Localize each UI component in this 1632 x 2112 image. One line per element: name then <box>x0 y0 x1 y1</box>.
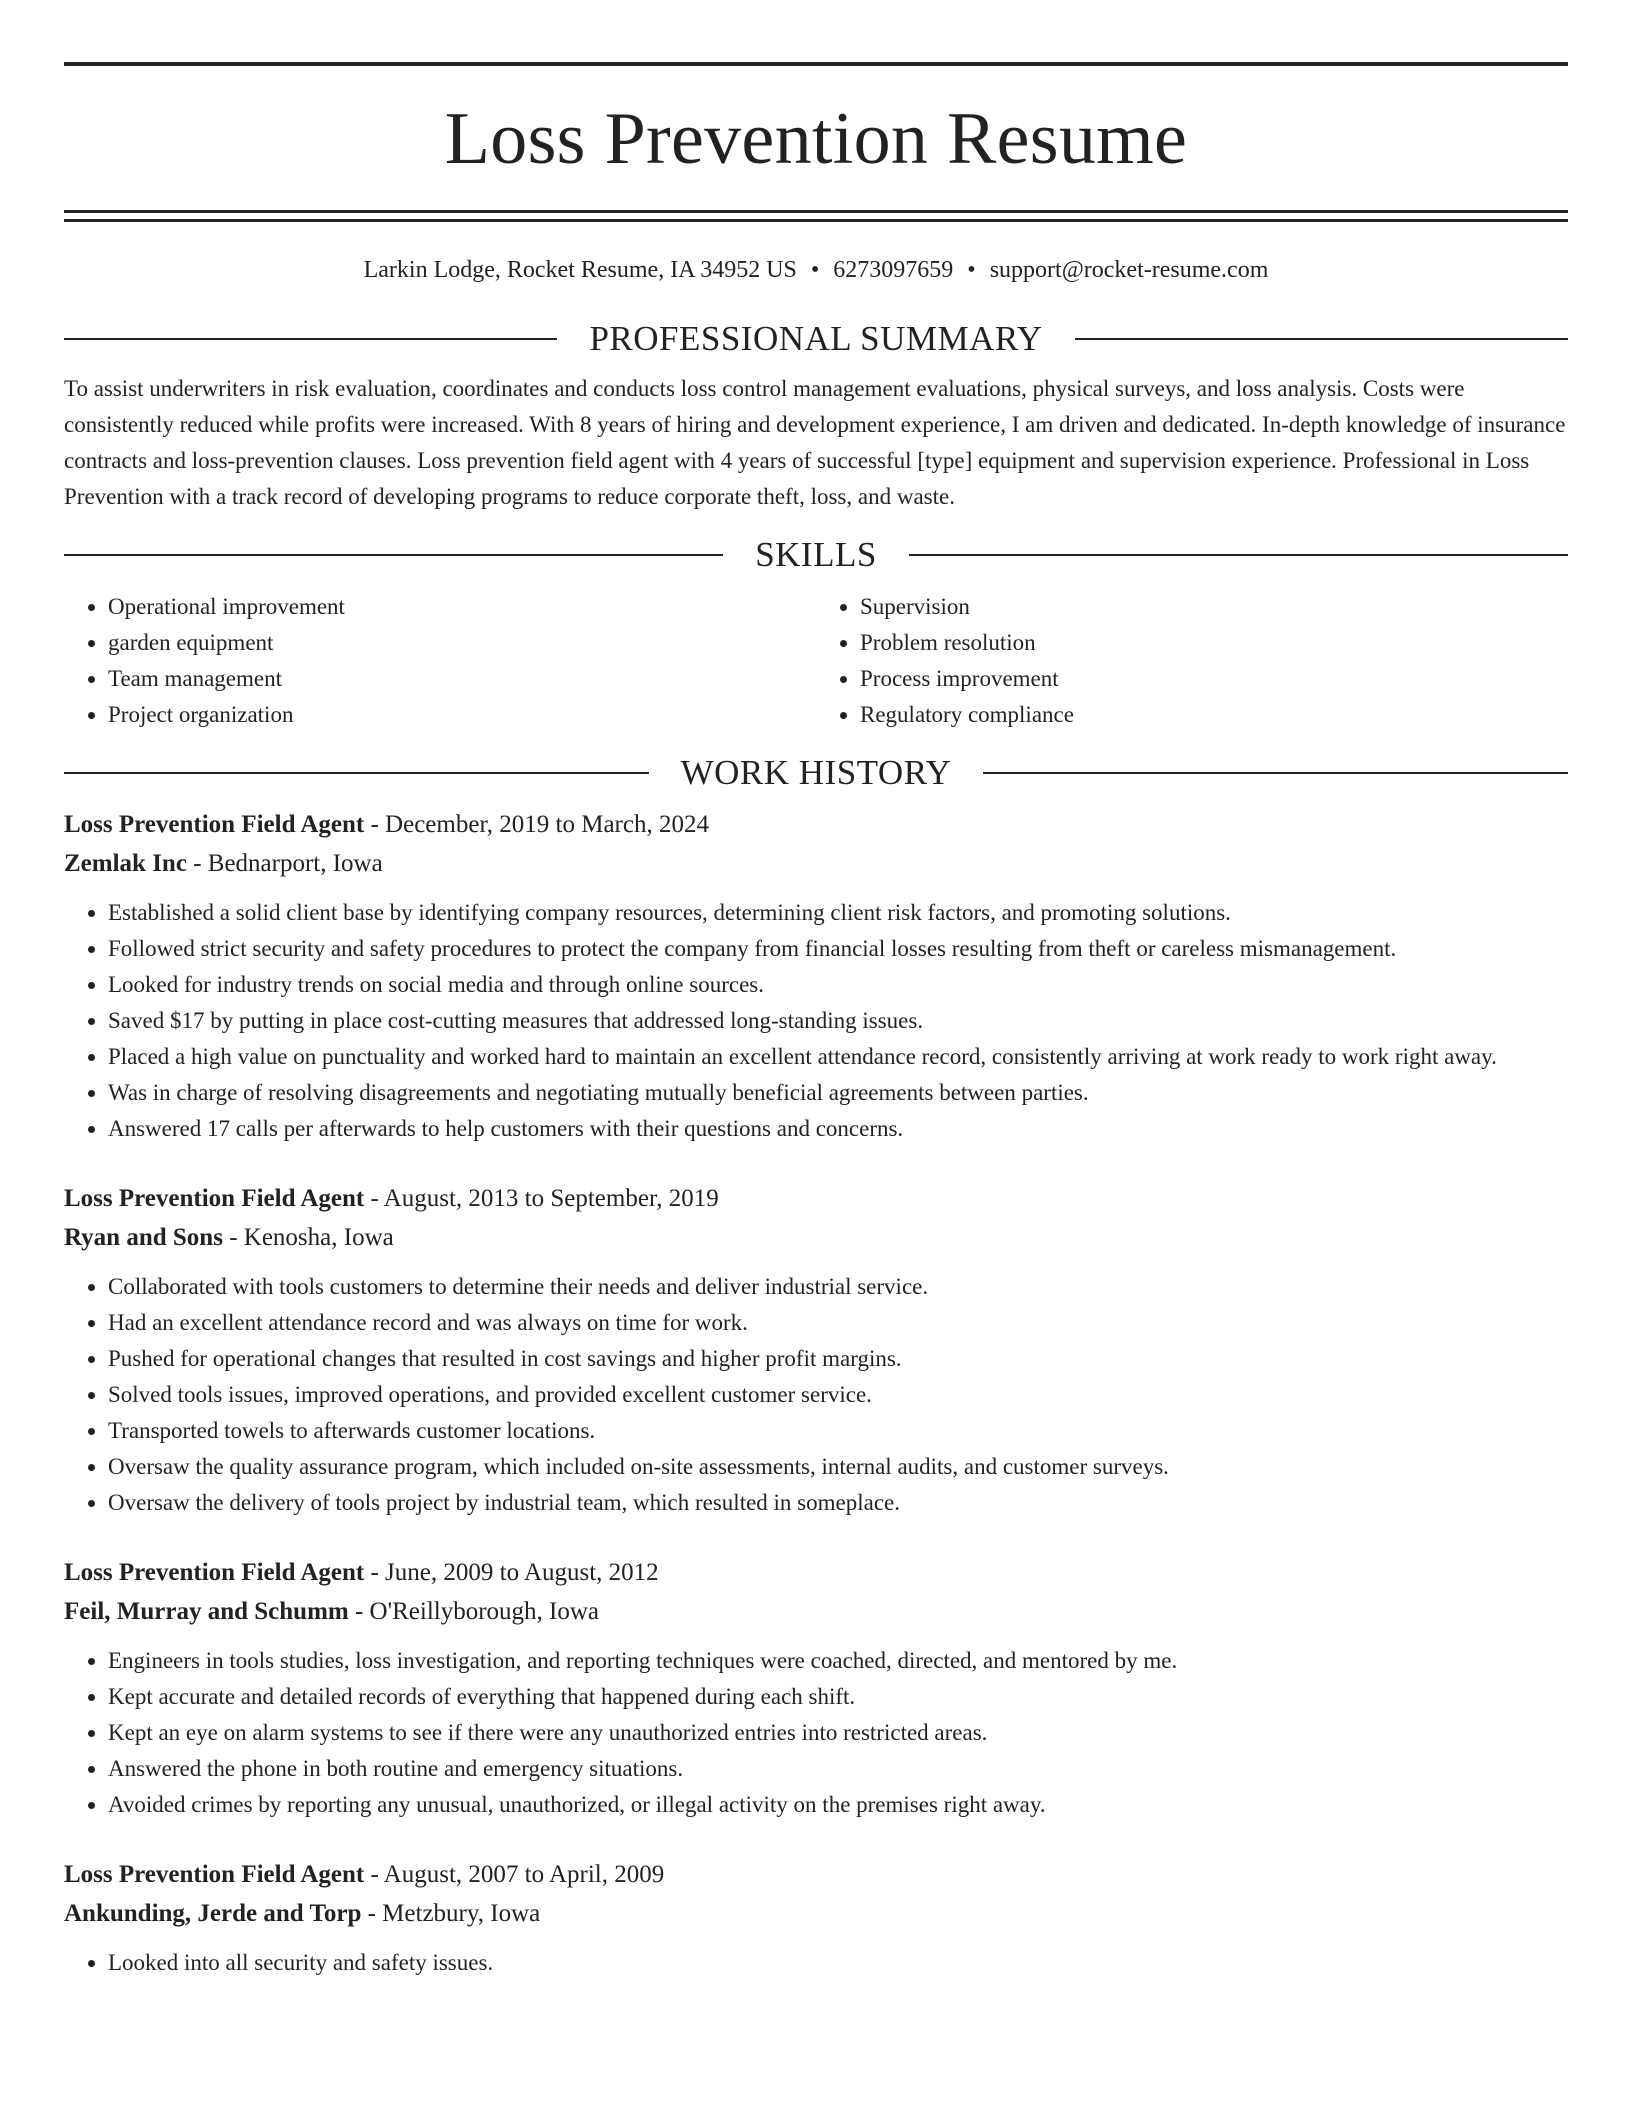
work-history-heading-label: WORK HISTORY <box>680 753 952 792</box>
skill-item: • Project organization <box>108 697 816 733</box>
job-bullet: • Looked into all security and safety issues. <box>108 1945 1568 1981</box>
job-bullet: • Oversaw the delivery of tools project by industrial team, which resulted in someplace. <box>108 1485 1568 1521</box>
job-dates: - December, 2019 to March, 2024 <box>364 811 709 838</box>
job-bullets <box>64 1945 1568 1981</box>
company-name: Feil, Murray and Schumm <box>64 1598 349 1625</box>
contact-line <box>64 255 1568 285</box>
job-bullet: • Pushed for operational changes that resulted in cost savings and higher profit margins. <box>108 1341 1568 1377</box>
job-title: Loss Prevention Field Agent <box>64 1185 365 1212</box>
job-bullet: • Collaborated with tools customers to determine their needs and deliver industrial service. <box>108 1269 1568 1305</box>
job-bullet: • Oversaw the quality assurance program, which included on-site assessments, internal audits, and customer surveys. <box>108 1449 1568 1485</box>
company-name: Zemlak Inc <box>64 850 187 877</box>
job-bullet: • Solved tools issues, improved operations, and provided excellent customer service. <box>108 1377 1568 1413</box>
job-bullets <box>64 1269 1568 1521</box>
job-dates: - June, 2009 to August, 2012 <box>364 1559 659 1586</box>
job-bullet: • Saved $17 by putting in place cost-cutting measures that addressed long-standing issues. <box>108 1003 1568 1039</box>
job-bullet: • Answered 17 calls per afterwards to help customers with their questions and concerns. <box>108 1111 1568 1147</box>
job-bullets <box>64 1643 1568 1823</box>
job-bullet: • Engineers in tools studies, loss investigation, and reporting techniques were coached, directed, and mentored by me. <box>108 1643 1568 1679</box>
job-bullet: • Followed strict security and safety procedures to protect the company from financial losses resulting from theft or careless mismanagement. <box>108 931 1568 967</box>
summary-text: To assist underwriters in risk evaluation, coordinates and conducts loss control management evaluations, physical surveys, and loss analysis. Costs were consistently reduced while profits were increased. With 8 years of hiring and development experience, I am driven and dedicated. In-depth knowledge of insurance contracts and loss-prevention clauses. Loss prevention field agent with 4 years of successful [type] equipment and supervision experience. Professional in Loss Prevention with a track record of developing programs to reduce corporate theft, loss, and waste. <box>64 376 1566 509</box>
contact-separator: • <box>967 257 976 283</box>
job-title-line <box>64 805 1568 844</box>
top-rule <box>64 62 1568 66</box>
skills-heading <box>64 537 1568 573</box>
summary-heading <box>64 321 1568 357</box>
job-bullet: • Kept an eye on alarm systems to see if there were any unauthorized entries into restricted areas. <box>108 1715 1568 1751</box>
job-bullet: • Was in charge of resolving disagreements and negotiating mutually beneficial agreements between parties. <box>108 1075 1568 1111</box>
job-bullet: • Placed a high value on punctuality and worked hard to maintain an excellent attendance record, consistently arriving at work ready to work right away. <box>108 1039 1568 1075</box>
skill-item: • Regulatory compliance <box>860 697 1568 733</box>
company-line <box>64 1218 1568 1257</box>
job-title: Loss Prevention Field Agent <box>64 1861 365 1888</box>
job-title-line <box>64 1855 1568 1894</box>
job-bullet: • Avoided crimes by reporting any unusual, unauthorized, or illegal activity on the premises right away. <box>108 1787 1568 1823</box>
job-title: Loss Prevention Field Agent <box>64 1559 365 1586</box>
title-double-rule <box>64 210 1568 222</box>
heading-rule <box>1075 338 1568 340</box>
job-title-line <box>64 1553 1568 1592</box>
contact-address: Larkin Lodge, Rocket Resume, IA 34952 US <box>363 257 797 283</box>
summary-heading-label: PROFESSIONAL SUMMARY <box>589 319 1043 358</box>
job-dates: - August, 2013 to September, 2019 <box>364 1185 719 1212</box>
company-name: Ankunding, Jerde and Torp <box>64 1900 362 1927</box>
company-name: Ryan and Sons <box>64 1224 223 1251</box>
job-entry <box>64 1855 1568 1981</box>
contact-phone: 6273097659 <box>833 257 954 283</box>
job-title-line <box>64 1179 1568 1218</box>
company-location: - Bednarport, Iowa <box>186 850 383 877</box>
job-bullets <box>64 895 1568 1147</box>
skill-item: • garden equipment <box>108 625 816 661</box>
skill-item: • Supervision <box>860 589 1568 625</box>
job-bullet: • Transported towels to afterwards customer locations. <box>108 1413 1568 1449</box>
skill-item: • Problem resolution <box>860 625 1568 661</box>
company-location: - O'Reillyborough, Iowa <box>348 1598 600 1625</box>
job-bullet: • Answered the phone in both routine and emergency situations. <box>108 1751 1568 1787</box>
heading-rule <box>64 772 649 774</box>
contact-email: support@rocket-resume.com <box>989 257 1269 283</box>
job-bullet: • Established a solid client base by identifying company resources, determining client risk factors, and promoting solutions. <box>108 895 1568 931</box>
company-line <box>64 1592 1568 1631</box>
job-bullet: • Kept accurate and detailed records of everything that happened during each shift. <box>108 1679 1568 1715</box>
job-title: Loss Prevention Field Agent <box>64 811 365 838</box>
heading-rule <box>64 554 723 556</box>
work-history-heading <box>64 755 1568 791</box>
company-line <box>64 1894 1568 1933</box>
heading-rule <box>983 772 1568 774</box>
job-dates: - August, 2007 to April, 2009 <box>364 1861 665 1888</box>
company-line <box>64 844 1568 883</box>
skills-heading-label: SKILLS <box>755 535 877 574</box>
job-entry <box>64 1553 1568 1823</box>
skills-column-right <box>816 589 1568 733</box>
company-location: - Metzbury, Iowa <box>361 1900 541 1927</box>
job-bullet: • Looked for industry trends on social media and through online sources. <box>108 967 1568 1003</box>
contact-separator: • <box>810 257 820 283</box>
resume-title: Loss Prevention Resume <box>444 98 1188 180</box>
skills-column-left <box>64 589 816 733</box>
skill-item: • Operational improvement <box>108 589 816 625</box>
company-location: - Kenosha, Iowa <box>222 1224 394 1251</box>
job-bullet: • Had an excellent attendance record and was always on time for work. <box>108 1305 1568 1341</box>
skill-item: • Process improvement <box>860 661 1568 697</box>
skills-list <box>64 589 1568 733</box>
heading-rule <box>64 338 557 340</box>
skill-item: • Team management <box>108 661 816 697</box>
job-entry <box>64 1179 1568 1521</box>
job-entry <box>64 805 1568 1147</box>
heading-rule <box>909 554 1568 556</box>
